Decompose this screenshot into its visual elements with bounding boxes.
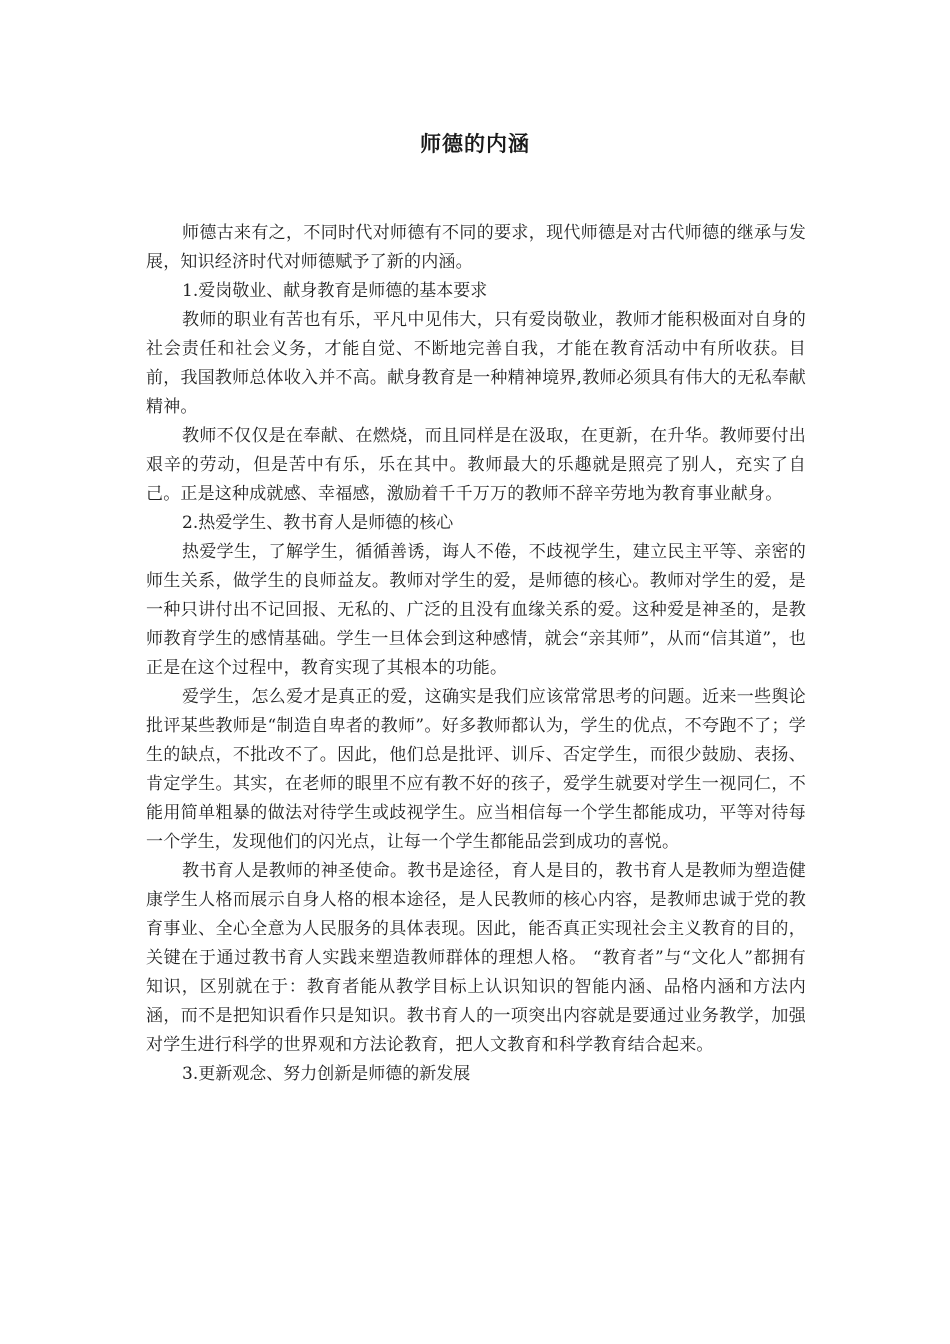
section-heading-2: 2.热爱学生、教书育人是师德的核心 xyxy=(182,513,454,533)
section-heading-1: 1.爱岗敬业、献身教育是师德的基本要求 xyxy=(182,281,488,301)
body-paragraph: 爱学生，怎么爱才是真正的爱，这确实是我们应该常常思考的问题。近来一些舆论批评某些教师是“制造自卑者的教师”。好多教师都认为，学生的优点，不夸跑不了；学生的缺点，不批改不了。因此，他们总是批评、训斥、否定学生，而很少鼓励、表扬、肯定学生。其实，在老师的眼里不应有教不好的孩子，爱学生就要对学生一视同仁，不能用简单粗暴的做法对待学生或歧视学生。应当相信每一个学生都能成功，平等对待每一个学生，发现他们的闪光点，让每一个学生都能品尝到成功的喜悦。 xyxy=(146,687,806,852)
body-paragraph: 教师的职业有苦也有乐，平凡中见伟大，只有爱岗敬业，教师才能积极面对自身的社会责任和社会义务，才能自觉、不断地完善自我，才能在教育活动中有所收获。目前，我国教师总体收入并不高。献身教育是一种精神境界,教师必须具有伟大的无私奉献精神。 xyxy=(146,310,806,417)
body-paragraph: 教书育人是教师的神圣使命。教书是途径，育人是目的，教书育人是教师为塑造健康学生人格而展示自身人格的根本途径，是人民教师的核心内容，是教师忠诚于党的教育事业、全心全意为人民服务的具体表现。因此，能否真正实现社会主义教育的目的，关键在于通过教书育人实践来塑造教师群体的理想人格。 “教育者”与“文化人”都拥有知识，区别就在于：教育者能从教学目标上认识知识的智能内涵、品格内涵和方法内涵，而不是把知识看作只是知识。教书育人的一项突出内容就是要通过业务教学，加强对学生进行科学的世界观和方法论教育，把人文教育和科学教育结合起来。 xyxy=(146,861,806,1055)
intro-paragraph: 师德古来有之，不同时代对师德有不同的要求，现代师德是对古代师德的继承与发展，知识经济时代对师德赋予了新的内涵。 xyxy=(146,223,806,272)
document-title: 师德的内涵 xyxy=(420,132,530,156)
body-paragraph: 热爱学生，了解学生，循循善诱，诲人不倦，不歧视学生，建立民主平等、亲密的师生关系，做学生的良师益友。教师对学生的爱，是师德的核心。教师对学生的爱，是一种只讲付出不记回报、无私的、广泛的且没有血缘关系的爱。这种爱是神圣的，是教师教育学生的感情基础。学生一旦体会到这种感情，就会“亲其师”，从而“信其道”，也正是在这个过程中，教育实现了其根本的功能。 xyxy=(146,542,806,678)
section-heading-3: 3.更新观念、努力创新是师德的新发展 xyxy=(182,1064,471,1084)
document-body xyxy=(146,219,806,1089)
body-paragraph: 教师不仅仅是在奉献、在燃烧，而且同样是在汲取，在更新，在升华。教师要付出艰辛的劳动，但是苦中有乐，乐在其中。教师最大的乐趣就是照亮了别人，充实了自己。正是这种成就感、幸福感，激励着千千万万的教师不辞辛劳地为教育事业献身。 xyxy=(146,426,806,504)
